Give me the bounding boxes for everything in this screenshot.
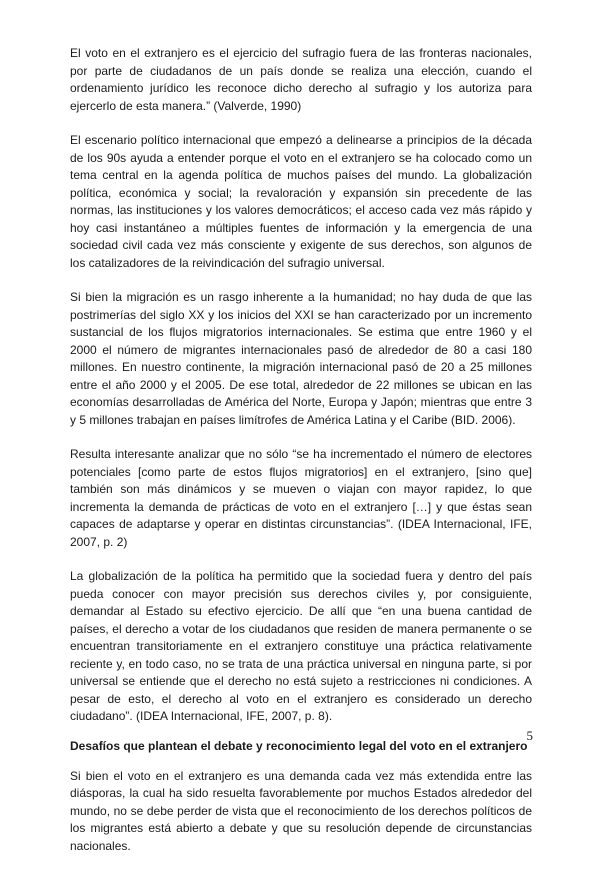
paragraph-migration-flows: Si bien la migración es un rasgo inherente a la humanidad; no hay duda de que las postrimerías del siglo XX y los inicios del XXI se han caracterizado por un incremento sustancial de los flujos migratorios internacionales. Se estima que entre 1960 y el 2000 el número de migrantes internacionales pasó de alrededor de 80 a casi 180 millones. En nuestro continente, la migración internacional pasó de 20 a 25 millones entre el año 2000 y el 2005. De ese total, alrededor de 22 millones se ubican en las economías desarrolladas de América del Norte, Europa y Japón; mientras que entre 3 y 5 millones trabajan en países limítrofes de América Latina y el Caribe (BID. 2006). <box>70 290 532 427</box>
paragraph-political-scenario: El escenario político internacional que empezó a delinearse a principios de la década de los 90s ayuda a entender porque el voto en el extranjero se ha colocado como un tema central en la agenda política de muchos países del mundo. La globalización política, económica y social; la revaloración y expansión sin precedente de las normas, las instituciones y los valores democráticos; el acceso cada vez más rápido y hoy casi instantáneo a múltiples fuentes de información y la emergencia de una sociedad civil cada vez más consciente y exigente de sus derechos, son algunos de los catalizadores de la reivindicación del sufragio universal. <box>70 133 532 270</box>
paragraph-closing: Si bien el voto en el extranjero es una demanda cada vez más extendida entre las diásporas, la cual ha sido resuelta favorablemente por muchos Estados alrededor del mundo, no se debe perder de vista que el reconocimiento de los derechos políticos de los migrantes está abierto a debate y que su resolución depende de circunstancias nacionales. <box>70 768 532 853</box>
paragraph-globalization: La globalización de la política ha permitido que la sociedad fuera y dentro del país pueda conocer con mayor precisión sus derechos civiles y, por consiguiente, demandar al Estado su efectivo ejercicio. De allí que “en una buena cantidad de países, el derecho a votar de los ciudadanos que residen de manera permanente o se encuentran transitoriamente en el extranjero constituye una práctica relativamente reciente y, en todo caso, no se trata de una práctica universal en ninguna parte, si por universal se entiende que el derecho no está sujeto a restricciones ni condiciones. A pesar de esto, el derecho al voto en el extranjero es considerado un derecho ciudadano”. (IDEA Internacional, IFE, 2007, p. 8). <box>70 569 532 723</box>
page-number: 5 <box>526 728 533 743</box>
section-heading: Desafíos que plantean el debate y reconocimiento legal del voto en el extranjero <box>70 738 528 753</box>
paragraph-idea-quote: Resulta interesante analizar que no sólo “se ha incrementado el número de electores potenciales [como parte de estos flujos migratorios] en el extranjero, [sino que] también son más dinámicos y se mueven o viajan con mayor rapidez, lo que incrementa la demanda de prácticas de voto en el extranjero […] y que éstas sean capaces de adaptarse y operar en distintas circunstancias”. (IDEA Internacional, IFE, 2007, p. 2) <box>70 447 532 549</box>
paragraph-valverde-quote: El voto en el extranjero es el ejercicio del sufragio fuera de las fronteras nacionales, por parte de ciudadanos de un país donde se realiza una elección, cuando el ordenamiento jurídico les reconoce dicho derecho al sufragio y los autoriza para ejercerlo de esta manera.” (Valverde, 1990) <box>70 46 532 113</box>
document-page <box>70 45 532 869</box>
